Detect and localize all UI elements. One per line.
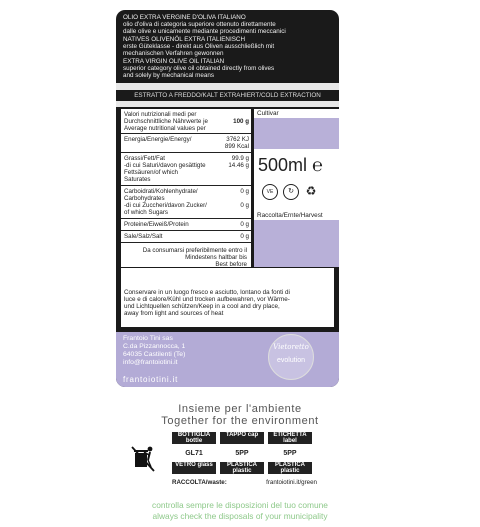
carb-value: 0 g <box>240 202 249 209</box>
best-before-text: Da consumarsi preferibilmente entro il <box>142 247 247 254</box>
harvest-label: Raccolta/Ernte/Harvest <box>257 212 323 219</box>
header-line: mechanischen Verfahren gewonnen <box>123 50 224 57</box>
recycle-arrow-icon: ↻ <box>283 184 299 200</box>
header-line: superior category olive oil obtained directly from olives <box>123 65 275 72</box>
environment-line: Insieme per l'ambiente <box>178 403 302 415</box>
divider <box>121 218 251 219</box>
energy-value: 899 Kcal <box>224 143 249 150</box>
best-before-text: Mindestens haltbar bis <box>185 254 247 261</box>
fat-label: Fettsäuren/of which <box>124 169 178 176</box>
badge-top-text: Vietoretto <box>273 343 309 351</box>
cap-code: 5PP <box>220 448 264 460</box>
producer-panel <box>116 332 339 387</box>
storage-line: und Lichtquellen schützen/Keep in a cool and dry place, <box>124 303 280 310</box>
carb-label: -di cui Zuccheri/davon Zucker/ <box>124 202 207 209</box>
protein-value: 0 g <box>240 221 249 228</box>
nutrition-table <box>121 109 251 267</box>
nutrition-per: 100 g <box>233 118 249 125</box>
environment-line: Together for the environment <box>161 415 319 427</box>
cap-header: TAPPO cap <box>220 432 264 444</box>
storage-box <box>121 268 334 327</box>
protein-label: Proteine/Eiweiß/Protein <box>124 221 189 228</box>
cultivar-field <box>254 118 339 149</box>
bottle-header: BOTTIGLIA bottle <box>172 432 216 444</box>
cultivar-label-box <box>254 109 339 118</box>
badge-bottom-text: evolution <box>276 357 306 364</box>
website-text: frantoiotini.it <box>123 375 179 384</box>
storage-line: Conservare in un luogo fresco e asciutto, lontano da fonti di <box>124 289 290 296</box>
volume-text <box>258 155 323 176</box>
raccolta-row <box>172 479 317 486</box>
divider <box>121 230 251 231</box>
best-before-text: Best before <box>215 261 247 268</box>
extraction-text: ESTRATTO A FREDDO/KALT EXTRAHIERT/COLD EXTRACTION <box>134 92 321 99</box>
fat-label: -di cui Saturi/davon gesättigte <box>124 162 206 169</box>
extraction-band <box>116 101 339 107</box>
fat-label: Saturates <box>124 176 151 183</box>
header-line: olio d'oliva di categoria superiore ottenuto direttamente <box>123 21 276 28</box>
cultivar-label: Cultivar <box>257 110 279 117</box>
harvest-field <box>254 220 339 267</box>
carb-label: Carboidrati/Kohlenhydrate/ <box>124 188 198 195</box>
label-header: ETICHETTA label <box>268 432 312 444</box>
product-label <box>116 10 339 387</box>
bottle-code: GL71 <box>172 448 216 460</box>
header-line: erste Güteklasse - direkt aus Oliven ausschließlich mit <box>123 43 275 50</box>
evolution-badge <box>268 334 314 380</box>
fat-value: 14.46 g <box>228 162 249 169</box>
nutrition-head: Durchschnittliche Nährwerte je <box>124 118 208 125</box>
header-line: NATIVES OLIVENÖL EXTRA ITALIENISCH <box>123 36 246 43</box>
salt-label: Sale/Salz/Salt <box>124 233 163 240</box>
producer-line: Frantoio Tini sas <box>123 335 173 342</box>
cap-material: PLASTICA plastic <box>220 462 264 474</box>
carb-label: of which Sugars <box>124 209 169 216</box>
storage-line: luce e di calore/Kühl und trocken aufbewahren, vor Wärme- <box>124 296 290 303</box>
header-line: OLIO EXTRA VERGINE D'OLIVA ITALIANO <box>123 14 246 21</box>
raccolta-label: RACCOLTA/waste: <box>172 479 227 486</box>
label-code: 5PP <box>268 448 312 460</box>
ve-icon: VE <box>262 184 278 200</box>
extraction-band <box>116 83 339 90</box>
e-mark-icon: ℮ <box>312 155 323 175</box>
volume-value: 500ml <box>258 155 308 175</box>
energy-label: Energia/Energie/Energy/ <box>124 136 192 143</box>
producer-line: C.da Pizzannocca, 1 <box>123 343 186 350</box>
footer-line: always check the disposals of your municipality <box>152 511 328 521</box>
header-line: dalle olive e unicamente mediante procedimenti meccanici <box>123 28 286 35</box>
salt-value: 0 g <box>240 233 249 240</box>
header-line: and solely by mechanical means <box>123 72 215 79</box>
label-material: PLASTICA plastic <box>268 462 312 474</box>
fat-value: 99.9 g <box>231 155 249 162</box>
divider <box>121 133 251 134</box>
producer-line: 64035 Castilenti (Te) <box>123 351 186 358</box>
recycle-icon: ♻ <box>305 184 317 198</box>
divider <box>121 152 251 153</box>
storage-line: away from light and sources of heat <box>124 310 224 317</box>
fat-label: Grassi/Fett/Fat <box>124 155 165 162</box>
carb-value: 0 g <box>240 188 249 195</box>
carb-label: Carbohydrates <box>124 195 165 202</box>
producer-line: info@frantoiotini.it <box>123 359 178 366</box>
divider <box>121 185 251 186</box>
nutrition-head: Valori nutrizionali medi per <box>124 111 197 118</box>
raccolta-value: frantoiotini.it/green <box>266 479 317 486</box>
nutrition-head: Average nutritional values per <box>124 125 206 132</box>
energy-value: 3762 KJ <box>226 136 249 143</box>
footer-line: controlla sempre le disposizioni del tuo comune <box>152 500 328 510</box>
header-line: EXTRA VIRGIN OLIVE OIL ITALIAN <box>123 58 225 65</box>
bin-icon <box>130 444 156 474</box>
divider <box>121 242 251 243</box>
bottle-material: VETRO glass <box>172 462 216 474</box>
